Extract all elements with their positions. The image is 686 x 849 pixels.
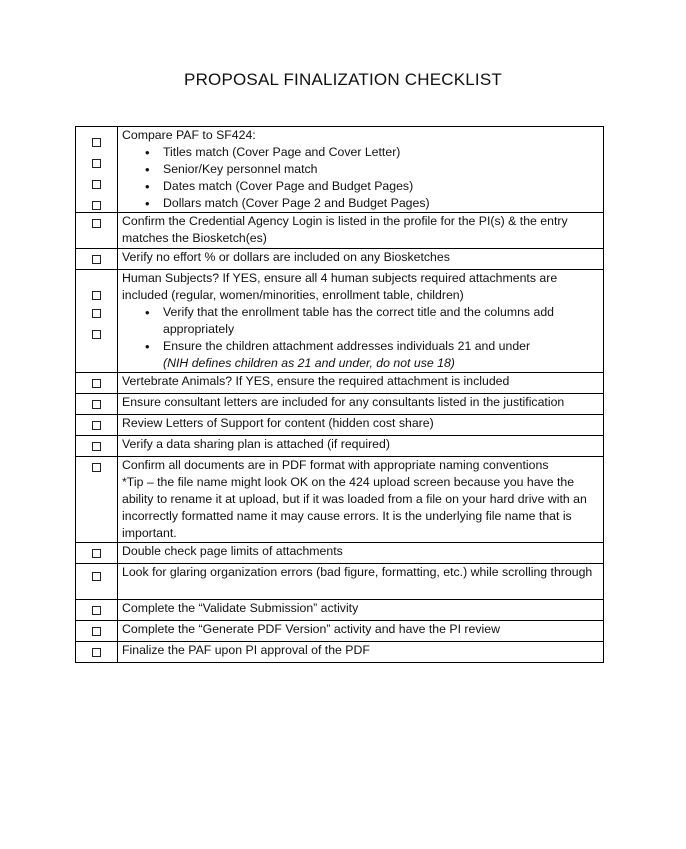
checklist-row bbox=[76, 249, 604, 270]
bullet-item: • Senior/Key personnel match bbox=[163, 161, 599, 178]
checkbox[interactable] bbox=[92, 606, 101, 615]
checkbox[interactable] bbox=[92, 549, 101, 558]
checklist-row bbox=[76, 127, 604, 213]
checkbox[interactable] bbox=[92, 442, 101, 451]
checkbox[interactable] bbox=[92, 400, 101, 409]
tip-text: *Tip – the file name might look OK on the 424 upload screen because you have the ability to rename it at upload, but if it was loaded from a file on your hard drive with an incorrectly formatted name it may cause errors. It is the underlying file name that is important. bbox=[122, 475, 587, 540]
bullet-item: • Ensure the children attachment addresses individuals 21 and under (NIH defines children as 21 and under, do not use 18) bbox=[163, 338, 599, 372]
checklist-row bbox=[76, 457, 604, 543]
checkbox[interactable] bbox=[92, 572, 101, 581]
bullet-item: • Titles match (Cover Page and Cover Letter) bbox=[163, 144, 599, 161]
checkbox[interactable] bbox=[92, 463, 101, 472]
bullet-item: • Dates match (Cover Page and Budget Pages) bbox=[163, 178, 599, 195]
row-text: Look for glaring organization errors (bad figure, formatting, etc.) while scrolling through bbox=[118, 564, 604, 600]
row-text: Review Letters of Support for content (hidden cost share) bbox=[118, 415, 604, 436]
checklist-row bbox=[76, 436, 604, 457]
checklist-table bbox=[75, 126, 604, 663]
checkbox[interactable] bbox=[92, 180, 101, 189]
checkbox[interactable] bbox=[92, 648, 101, 657]
checklist-row bbox=[76, 415, 604, 436]
checkbox[interactable] bbox=[92, 379, 101, 388]
checklist-row bbox=[76, 600, 604, 621]
row-text: Complete the “Generate PDF Version” activity and have the PI review bbox=[118, 621, 604, 642]
row-text: Confirm the Credential Agency Login is listed in the profile for the PI(s) & the entry matches the Biosketch(es) bbox=[118, 213, 604, 249]
checkbox[interactable] bbox=[92, 627, 101, 636]
row-text: Verify no effort % or dollars are included on any Biosketches bbox=[118, 249, 604, 270]
note-text: (NIH defines children as 21 and under, do not use 18) bbox=[163, 356, 455, 370]
checklist-row bbox=[76, 213, 604, 249]
checklist-row bbox=[76, 373, 604, 394]
bullet-list bbox=[122, 144, 599, 212]
checkbox[interactable] bbox=[92, 291, 101, 300]
checklist-row bbox=[76, 564, 604, 600]
row-text: Finalize the PAF upon PI approval of the PDF bbox=[118, 642, 604, 663]
checkbox[interactable] bbox=[92, 330, 101, 339]
row-text: Vertebrate Animals? If YES, ensure the required attachment is included bbox=[118, 373, 604, 394]
checkbox[interactable] bbox=[92, 421, 101, 430]
row-text: Complete the “Validate Submission” activity bbox=[118, 600, 604, 621]
row-text: Verify a data sharing plan is attached (if required) bbox=[118, 436, 604, 457]
checklist-row bbox=[76, 621, 604, 642]
checkbox[interactable] bbox=[92, 309, 101, 318]
bullet-item: • Verify that the enrollment table has the correct title and the columns add appropriately bbox=[163, 304, 599, 338]
row-text: Confirm all documents are in PDF format with appropriate naming conventions bbox=[122, 458, 549, 472]
checklist-row bbox=[76, 394, 604, 415]
checklist-row bbox=[76, 270, 604, 373]
checkbox[interactable] bbox=[92, 219, 101, 228]
checkbox[interactable] bbox=[92, 159, 101, 168]
checkbox[interactable] bbox=[92, 255, 101, 264]
row-text: Human Subjects? If YES, ensure all 4 human subjects required attachments are included (regular, women/minorities, enrollment table, children) bbox=[122, 271, 558, 302]
checkbox[interactable] bbox=[92, 201, 101, 210]
bullet-list bbox=[122, 304, 599, 372]
checkbox[interactable] bbox=[92, 138, 101, 147]
row-text: Compare PAF to SF424: bbox=[122, 128, 256, 142]
checklist-row bbox=[76, 642, 604, 663]
row-text: Double check page limits of attachments bbox=[118, 543, 604, 564]
page-title: PROPOSAL FINALIZATION CHECKLIST bbox=[184, 70, 502, 89]
bullet-item: • Dollars match (Cover Page 2 and Budget Pages) bbox=[163, 195, 599, 212]
checklist-row bbox=[76, 543, 604, 564]
row-text: Ensure consultant letters are included for any consultants listed in the justification bbox=[118, 394, 604, 415]
